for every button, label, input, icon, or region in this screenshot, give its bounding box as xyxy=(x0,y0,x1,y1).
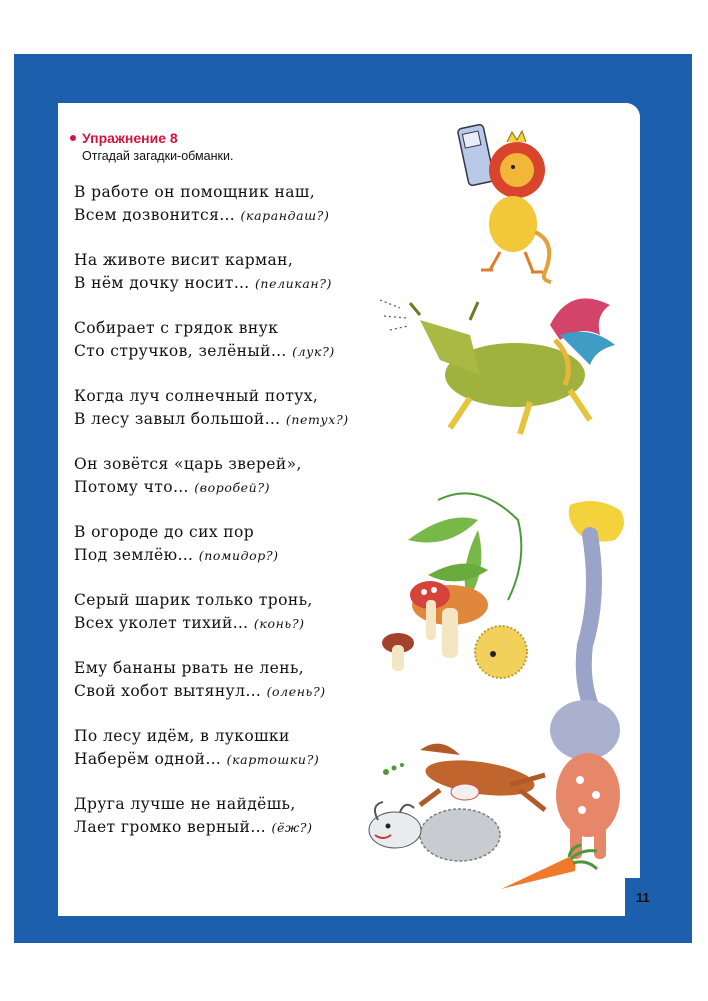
exercise-header xyxy=(70,130,233,163)
riddle-line-start: Сто стручков, зелёный… xyxy=(74,342,287,360)
exercise-title-text: Упражнение 8 xyxy=(82,130,178,146)
riddle-line: В работе он помощник наш, xyxy=(74,183,316,201)
riddle-answer: (конь?) xyxy=(253,616,305,631)
riddle-line-start: Всем дозвонится… xyxy=(74,206,236,224)
riddle-line: Когда луч солнечный потух, xyxy=(74,387,319,405)
riddle-line: Друга лучше не найдёшь, xyxy=(74,795,296,813)
riddle-8 xyxy=(74,657,394,725)
riddle-line: В огороде до сих пор xyxy=(74,523,255,541)
riddle-5 xyxy=(74,453,394,521)
riddle-line-start: Под землёю… xyxy=(74,546,194,564)
riddle-line: Собирает с грядок внук xyxy=(74,319,279,337)
riddle-line-with-answer xyxy=(74,816,394,839)
wolf-rooster-illustration xyxy=(380,280,635,440)
riddle-3 xyxy=(74,317,394,385)
dog-and-hedgehog-illustration xyxy=(360,790,505,870)
riddle-2 xyxy=(74,249,394,317)
riddle-9 xyxy=(74,725,394,793)
riddle-1 xyxy=(74,181,394,249)
page-number: 11 xyxy=(636,890,650,905)
riddle-line-start: Наберём одной… xyxy=(74,750,222,768)
riddle-line-with-answer xyxy=(74,680,394,703)
riddle-line: На животе висит карман, xyxy=(74,251,294,269)
riddle-6 xyxy=(74,521,394,589)
riddle-answer: (воробей?) xyxy=(194,480,271,495)
riddle-answer: (лук?) xyxy=(292,344,335,359)
riddle-line: Он зовётся «царь зверей», xyxy=(74,455,302,473)
riddle-line-start: Свой хобот вытянул… xyxy=(74,682,262,700)
riddle-answer: (помидор?) xyxy=(198,548,279,563)
riddle-line: По лесу идём, в лукошки xyxy=(74,727,290,745)
bullet-icon xyxy=(70,135,76,141)
riddle-4 xyxy=(74,385,394,453)
riddle-answer: (карандаш?) xyxy=(240,208,330,223)
riddle-line-with-answer xyxy=(74,408,394,431)
riddle-line-with-answer xyxy=(74,544,394,567)
riddle-answer: (олень?) xyxy=(266,684,326,699)
carrot-illustration xyxy=(497,845,602,895)
riddle-line-start: Всех уколет тихий… xyxy=(74,614,249,632)
riddle-line-with-answer xyxy=(74,476,394,499)
riddle-line-with-answer xyxy=(74,748,394,771)
riddle-10 xyxy=(74,793,394,861)
riddle-line-start: Потому что… xyxy=(74,478,189,496)
riddle-line: Ему бананы рвать не лень, xyxy=(74,659,305,677)
riddle-list xyxy=(74,181,394,861)
riddle-line-with-answer xyxy=(74,272,394,295)
riddle-line-with-answer xyxy=(74,340,394,363)
riddle-answer: (ёж?) xyxy=(271,820,313,835)
riddle-7 xyxy=(74,589,394,657)
riddle-answer: (картошки?) xyxy=(226,752,320,767)
riddle-line-start: В лесу завыл большой… xyxy=(74,410,281,428)
riddle-line-with-answer xyxy=(74,204,394,227)
riddle-line-start: В нём дочку носит… xyxy=(74,274,250,292)
riddle-line-start: Лает громко верный… xyxy=(74,818,267,836)
riddle-line-with-answer xyxy=(74,612,394,635)
exercise-title xyxy=(70,130,233,146)
exercise-instruction: Отгадай загадки-обманки. xyxy=(82,149,234,163)
riddle-line: Серый шарик только тронь, xyxy=(74,591,313,609)
lion-with-phone-illustration xyxy=(445,112,560,287)
peas-mushrooms-illustration xyxy=(378,480,528,690)
riddle-answer: (петух?) xyxy=(285,412,349,427)
riddle-answer: (пеликан?) xyxy=(254,276,333,291)
